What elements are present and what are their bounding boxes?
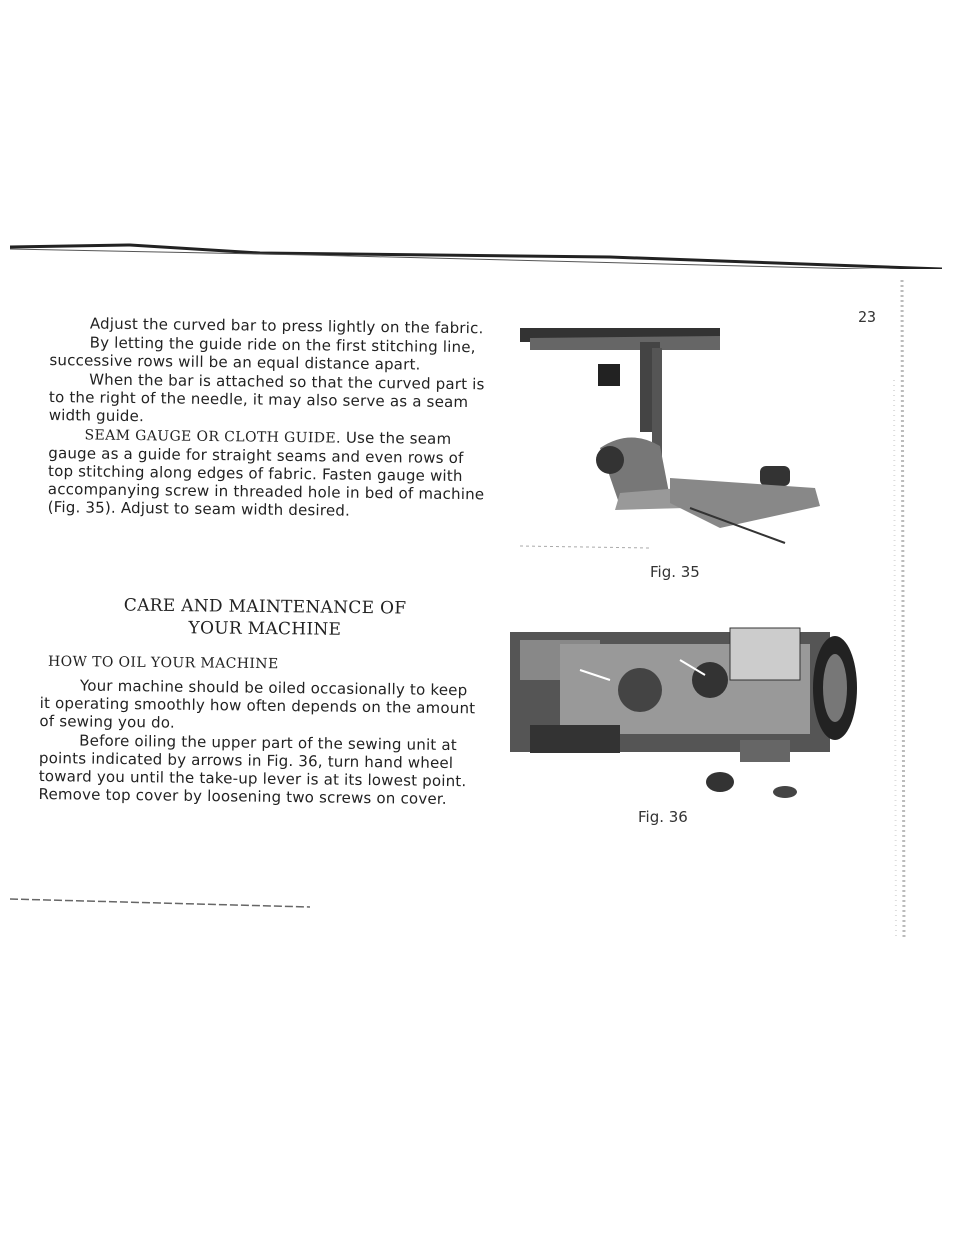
paragraph-seam-gauge bbox=[48, 425, 491, 521]
heading-line: YOUR MACHINE bbox=[188, 618, 342, 640]
subheading: HOW TO OIL YOUR MACHINE bbox=[47, 653, 279, 673]
bottom-scan-rule bbox=[10, 895, 310, 915]
figure-35-caption: Fig. 35 bbox=[650, 563, 700, 581]
figure-36-caption: Fig. 36 bbox=[638, 808, 688, 826]
run-in-heading: SEAM GAUGE OR CLOTH GUIDE. bbox=[84, 427, 342, 447]
page-number: 23 bbox=[858, 308, 877, 326]
text-block-oiling bbox=[38, 676, 476, 809]
text-block-guide bbox=[48, 314, 492, 522]
figure-35-presser-foot-illustration bbox=[520, 328, 830, 560]
paragraph: Before oiling the upper part of the sewing unit at points indicated by arrows in Fig. 36, turn hand wheel toward you until the take-up lever is at its lowest point. Remove top cover by loosening two screws on cover. bbox=[38, 731, 467, 808]
heading-line: CARE AND MAINTENANCE OF bbox=[123, 595, 407, 619]
paragraph-body: Use the seam gauge as a guide for straight seams and even rows of top stitching along edges of fabric. Fasten gauge with accompanying screw in threaded hole in bed of machine (Fig. 35). Adjust to seam width desired. bbox=[47, 428, 485, 520]
paragraph: Adjust the curved bar to press lightly on the fabric. bbox=[89, 314, 484, 338]
paragraph: When the bar is attached so that the curved part is to the right of the needle, it may also serve as a seam width guide. bbox=[48, 370, 485, 426]
top-scan-rule bbox=[10, 243, 942, 269]
page-edge-shadow bbox=[872, 280, 912, 940]
section-heading bbox=[90, 594, 440, 642]
paragraph: By letting the guide ride on the first stitching line, successive rows will be an equal distance apart. bbox=[49, 333, 476, 374]
paragraph: Your machine should be oiled occasionally to keep it operating smoothly how often depends on the amount of sewing you do. bbox=[39, 676, 476, 732]
figure-36-machine-top-illustration bbox=[510, 620, 860, 805]
